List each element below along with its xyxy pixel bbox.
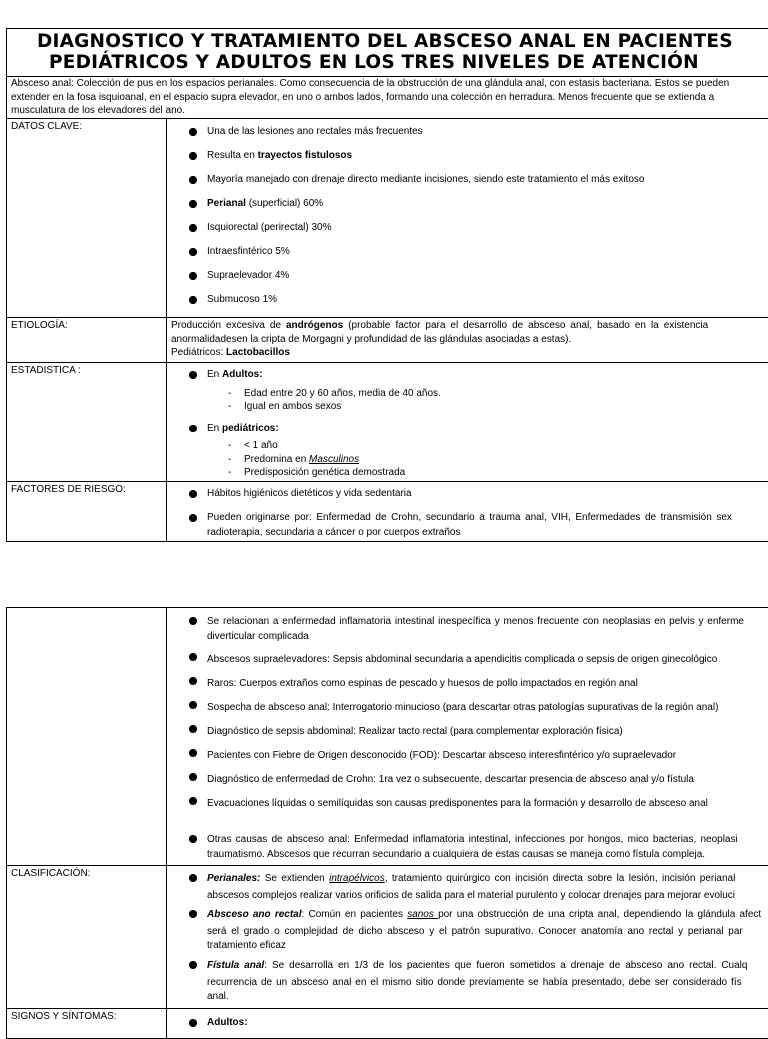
- continuation-item: [171, 650, 768, 669]
- perianales-item: [171, 871, 768, 904]
- signos-list: [171, 1016, 768, 1030]
- continuation-line-1: Diagnóstico de enfermedad de Crohn: 1ra vez o subsecuente, descartar presencia de absceso anal y/o fístula: [207, 770, 768, 789]
- peri-a: Se extienden: [260, 873, 329, 884]
- datos-clave-item: [171, 245, 768, 269]
- item-text: Isquiorectal (perirectal) 30%: [207, 222, 332, 233]
- fistula-item: [171, 958, 768, 1003]
- fistula-line-2: recurrencia de un absceso anal en el mismo sitio donde previamente se había presentado, debe ser considerado fís: [207, 975, 768, 992]
- ped-sub-item-masc: [224, 453, 768, 467]
- factores-item-2: [171, 511, 768, 541]
- adultos-sub-item: - Igual en ambos sexos: [224, 400, 768, 414]
- fistula-line-3: anal.: [207, 991, 768, 1003]
- continuation-line-1: Raros: Cuerpos extraños como espinas de pescado y huesos de pollo impactados en región anal: [207, 674, 768, 693]
- item-text: Resulta en: [207, 150, 258, 161]
- factores-item: Hábitos higiénicos dietéticos y vida sedentaria: [171, 487, 768, 511]
- continuation-item: [171, 614, 768, 645]
- masculinos: Masculinos: [309, 454, 359, 465]
- etiologia-bold: andrógenos: [286, 320, 343, 331]
- etiologia-cell: [167, 318, 768, 363]
- factores-list: [171, 487, 768, 541]
- etiologia-text: Producción excesiva de: [171, 320, 286, 331]
- perianales-bold: Perianales:: [207, 873, 260, 884]
- perianales-line-1: [207, 871, 768, 888]
- clasificacion-cell: [167, 866, 768, 1009]
- signos-label: SIGNOS Y SÍNTOMAS:: [7, 1009, 167, 1039]
- datos-clave-item: [171, 125, 768, 149]
- estadistica-cell: [167, 363, 768, 482]
- guide-table-2: [6, 607, 768, 1039]
- factores-cell: [167, 482, 768, 542]
- ano-rectal-bold: Absceso ano rectal: [207, 909, 302, 920]
- signos-adultos: Adultos:: [207, 1017, 248, 1028]
- document-title: [7, 29, 768, 77]
- continuation-item: [171, 674, 768, 693]
- fistula-bold: Fístula anal: [207, 960, 264, 971]
- adultos-item: [171, 368, 768, 382]
- datos-clave-item: [171, 149, 768, 173]
- datos-clave-item: [171, 221, 768, 245]
- pediatricos-sublist: [171, 439, 768, 480]
- continuation-item: [171, 770, 768, 789]
- datos-clave-item: [171, 173, 768, 197]
- definition-text: Absceso anal: Colección de pus en los espacios perianales. Como consecuencia de la obstrucción de una glándula anal, con estasis bacteriana. Estos se pueden extender en la fosa isquioanal, en el espacio supra elevador, en uno o ambos lados, formando una colección en herradura. Menos frecuente que se extienda a musculatura de los elevadores del ano.: [11, 77, 763, 118]
- bottom-table-wrap: [6, 607, 768, 1039]
- continuation-line-2: diverticular complicada: [207, 629, 768, 645]
- item-text: Intraesfintérico 5%: [207, 246, 290, 257]
- ped-sub-item: - Predisposición genética demostrada: [224, 466, 768, 480]
- ped-bold: pediátricos:: [222, 423, 279, 434]
- ano-rectal-line-1: [207, 907, 768, 924]
- adultos-sub-item: - Edad entre 20 y 60 años, media de 40 años.: [224, 387, 768, 401]
- continuation-item: [171, 698, 768, 717]
- intrapelvicos: intrapélvicos: [329, 873, 385, 884]
- estadistica-label: ESTADISTICA :: [7, 363, 167, 482]
- continuation-label: [7, 608, 167, 866]
- item-bold: Perianal: [207, 198, 246, 209]
- continuation-item: [171, 746, 768, 765]
- datos-clave-cell: [167, 119, 768, 318]
- peri-b: , tratamiento quirúrgico con incisión directa sobre la lesión, incisión perianal: [385, 873, 736, 884]
- factores-item-2-line-1: Pueden originarse por: Enfermedad de Crohn, secundario a trauma anal, VIH, Enfermedades de transmisión sex: [207, 511, 768, 525]
- pediatricos-item: [171, 422, 768, 436]
- datos-clave-list: [171, 125, 768, 317]
- guide-table-1: [6, 28, 768, 542]
- ped-masc-pre: Predomina en: [244, 454, 309, 465]
- continuation-item: [171, 832, 768, 863]
- ano-b: por una obstrucción de una cripta anal, dependiendo la glándula afect: [438, 909, 761, 920]
- continuation-line-1: Abscesos supraelevadores: Sepsis abdominal secundaria a apendicitis complicada o sepsis de origen ginecológico: [207, 650, 768, 669]
- adultos-pre: En: [207, 369, 222, 380]
- continuation-line-1: Pacientes con Fiebre de Origen desconocido (FOD): Descartar absceso interesfintérico y/o supraelevador: [207, 746, 768, 765]
- adultos-sublist: [171, 387, 768, 414]
- fistula-line-1: [207, 958, 768, 975]
- ano-rectal-line-2: será el grado o complejidad de dicho absceso y el patrón supurativo. Conocer anatomía ano rectal y perianal par: [207, 924, 768, 941]
- definition-cell: [7, 77, 768, 119]
- pediatricos-label: Pediátricos:: [171, 347, 226, 358]
- title-line-2: PEDIÁTRICOS Y ADULTOS EN LOS TRES NIVELES DE ATENCIÓN: [37, 52, 768, 73]
- fis-a: : Se desarrolla en 1/3 de los pacientes que fueron sometidos a drenaje de absceso ano rectal. Cualq: [264, 960, 747, 971]
- etiologia-line-3: [171, 346, 768, 360]
- title-line-1: DIAGNOSTICO Y TRATAMIENTO DEL ABSCESO ANAL EN PACIENTES: [37, 31, 768, 52]
- continuation-item: [171, 794, 768, 813]
- item-text: Mayoría manejado con drenaje directo mediante incisiones, siendo este tratamiento el más exitoso: [207, 174, 644, 185]
- clasificacion-label: CLASIFICACIÓN:: [7, 866, 167, 1009]
- etiologia-text-post: (probable factor para el desarrollo de absceso anal, basado en la existencia: [343, 320, 708, 331]
- continuation-item: [171, 722, 768, 741]
- ano-rectal-line-3: tratamiento eficaz: [207, 940, 768, 952]
- item-text: Una de las lesiones ano rectales más frecuentes: [207, 126, 423, 137]
- continuation-line-2: traumatismo. Abscesos que recurran secundario a cualquiera de estas causas se maneja como fístula compleja.: [207, 847, 768, 863]
- datos-clave-item: [171, 269, 768, 293]
- item-bold: trayectos fistulosos: [258, 150, 352, 161]
- perianales-line-2: abscesos complejos realizar varios orificios de salida para el material purulento y colocar drenajes para mejorar evoluci: [207, 888, 768, 905]
- adultos-bold: Adultos:: [222, 369, 263, 380]
- item-text: Supraelevador 4%: [207, 270, 289, 281]
- ped-sub-item: - < 1 año: [224, 439, 768, 453]
- datos-clave-item: [171, 197, 768, 221]
- continuation-line-1: Evacuaciones líquidas o semilíquidas son causas predisponentes para la formación y desarrollo de absceso anal: [207, 794, 768, 813]
- item-text-post: (superficial) 60%: [246, 198, 323, 209]
- datos-clave-item: [171, 293, 768, 317]
- etiologia-line-2: anormalidadesen la cripta de Morgagni y profundidad de las glándulas asociadas a estas).: [171, 333, 768, 347]
- continuation-cell: [167, 608, 768, 866]
- lactobacillos: Lactobacillos: [226, 347, 290, 358]
- item-text: Submucoso 1%: [207, 294, 277, 305]
- continuation-line-1: Diagnóstico de sepsis abdominal: Realizar tacto rectal (para complementar exploración física): [207, 722, 768, 741]
- ped-pre: En: [207, 423, 222, 434]
- ano-a: : Común en pacientes: [302, 909, 408, 920]
- continuation-list: [171, 614, 768, 863]
- datos-clave-label: DATOS CLAVE:: [7, 119, 167, 318]
- ano-rectal-item: [171, 907, 768, 952]
- estadistica-list: [171, 368, 768, 382]
- top-table-wrap: [6, 28, 768, 542]
- continuation-line-1: Se relacionan a enfermedad inflamatoria intestinal inespecífica y menos frecuente con neoplasias en pelvis y enferme: [207, 614, 768, 629]
- estadistica-list-2: [171, 422, 768, 436]
- signos-item: [171, 1016, 768, 1030]
- sanos: sanos: [407, 909, 438, 920]
- factores-label: FACTORES DE RIESGO:: [7, 482, 167, 542]
- etiologia-line-1: [171, 319, 768, 333]
- continuation-line-1: Sospecha de absceso anal: Interrogatorio minucioso (para descartar otras patologías supurativas de la región anal): [207, 698, 768, 717]
- clasificacion-list: [171, 871, 768, 1003]
- etiologia-label: ETIOLOGÍA:: [7, 318, 167, 363]
- continuation-line-1: Otras causas de absceso anal: Enfermedad inflamatoria intestinal, infecciones por hongos, mico bacterias, neoplasi: [207, 832, 768, 847]
- factores-item-2-line-2: radioterapia, secundaria a cáncer o por cuerpos extraños: [207, 525, 768, 541]
